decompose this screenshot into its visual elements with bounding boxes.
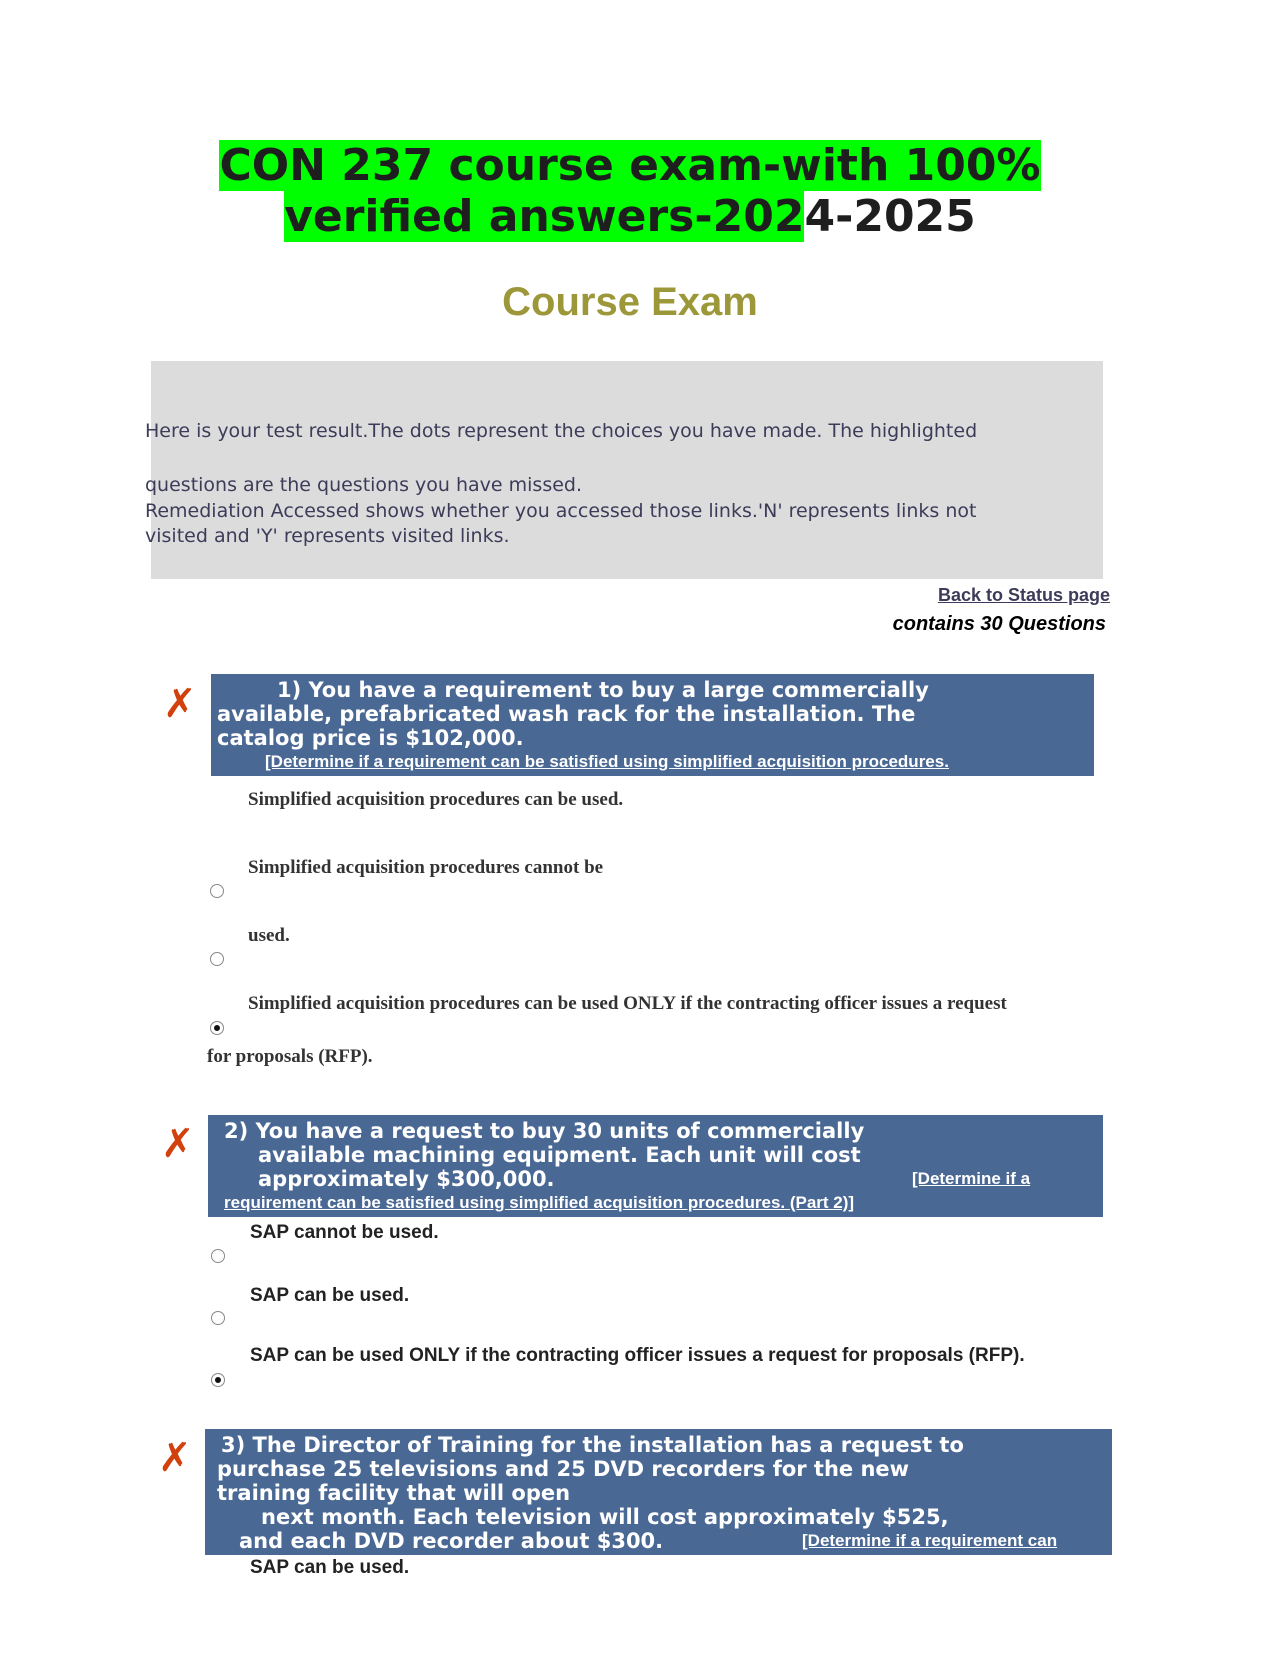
- answer-option: Simplified acquisition procedures can be used.: [248, 789, 624, 810]
- remediation-link[interactable]: [Determine if a requirement can be satisfied using simplified acquisition procedures.: [265, 752, 949, 771]
- radio-button[interactable]: [210, 884, 224, 898]
- answer-option: SAP can be used ONLY if the contracting officer issues a request for proposals (RFP).: [250, 1345, 1025, 1366]
- answer-option: SAP can be used.: [250, 1557, 410, 1578]
- question-3-box: [205, 1429, 1112, 1555]
- question-text: and each DVD recorder about $300.: [239, 1529, 664, 1553]
- info-text: Here is your test result.The dots represent the choices you have made. The highlighted: [145, 420, 978, 442]
- question-count: contains 30 Questions: [892, 613, 1106, 635]
- question-text: 3) The Director of Training for the installation has a request to: [221, 1433, 964, 1457]
- radio-button[interactable]: [211, 1249, 225, 1263]
- x-mark-icon: ✗: [158, 1435, 192, 1481]
- question-text: next month. Each television will cost approximately $525,: [261, 1505, 949, 1529]
- back-to-status-link[interactable]: Back to Status page: [937, 585, 1110, 605]
- question-text: training facility that will open: [217, 1481, 571, 1505]
- question-text: purchase 25 televisions and 25 DVD recorders for the new: [217, 1457, 910, 1481]
- radio-button-selected[interactable]: [210, 1021, 224, 1035]
- answer-option: Simplified acquisition procedures can be used ONLY if the contracting officer issues a request: [248, 993, 1007, 1014]
- radio-button-selected[interactable]: [211, 1373, 225, 1387]
- answer-option: SAP can be used.: [250, 1285, 410, 1306]
- question-text: approximately $300,000.: [258, 1167, 555, 1191]
- answer-option: Simplified acquisition procedures cannot be: [248, 857, 604, 878]
- radio-button[interactable]: [211, 1311, 225, 1325]
- question-text: available, prefabricated wash rack for the installation. The: [217, 702, 916, 726]
- title-line-2-rest: 4-2025: [804, 191, 976, 242]
- question-text: 1) You have a requirement to buy a large commercially: [277, 678, 929, 702]
- title-line-1: CON 237 course exam-with 100%: [219, 140, 1041, 191]
- info-text: Remediation Accessed shows whether you accessed those links.'N' represents links not: [145, 500, 977, 522]
- document-title: [0, 140, 1260, 242]
- x-mark-icon: ✗: [163, 681, 197, 727]
- radio-button[interactable]: [210, 952, 224, 966]
- info-text: questions are the questions you have missed.: [145, 474, 583, 496]
- x-mark-icon: ✗: [161, 1121, 195, 1167]
- remediation-link[interactable]: [Determine if a requirement can: [802, 1531, 1058, 1550]
- question-text: available machining equipment. Each unit will cost: [258, 1143, 861, 1167]
- answer-option: used.: [248, 925, 290, 946]
- answer-option: for proposals (RFP).: [207, 1046, 373, 1067]
- question-1-box: [211, 674, 1094, 776]
- info-text: visited and 'Y' represents visited links.: [145, 525, 510, 547]
- question-2-box: [208, 1115, 1103, 1217]
- course-exam-heading: Course Exam: [502, 280, 758, 324]
- remediation-link[interactable]: [Determine if a: [912, 1169, 1031, 1188]
- title-line-2-highlighted: verified answers-202: [284, 191, 805, 242]
- answer-option: SAP cannot be used.: [250, 1222, 439, 1243]
- remediation-link[interactable]: requirement can be satisfied using simplified acquisition procedures. (Part 2)]: [224, 1193, 855, 1212]
- question-text: 2) You have a request to buy 30 units of commercially: [224, 1119, 865, 1143]
- question-text: catalog price is $102,000.: [217, 726, 524, 750]
